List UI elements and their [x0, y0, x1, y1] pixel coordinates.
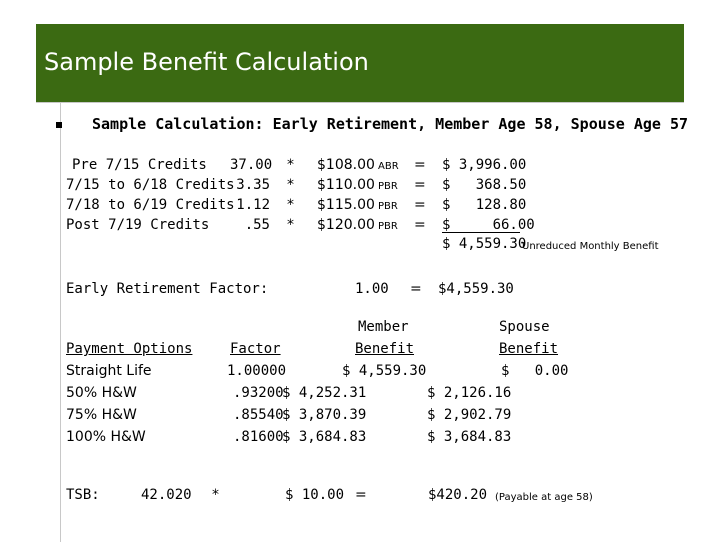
credit-value: .55 — [244, 217, 270, 233]
benefit-rate: $108.00 — [317, 157, 375, 173]
option-factor: .93200 — [233, 385, 284, 401]
tsb-rate: $ 10.00 — [285, 487, 345, 503]
tsb-amount: $420.20 — [428, 487, 488, 503]
benefit-rate: $115.00 — [317, 197, 375, 213]
rate-code: PBR — [378, 221, 398, 232]
option-factor: 1.00000 — [227, 363, 287, 379]
credit-value: 37.00 — [230, 157, 273, 173]
member-benefit: $ 3,684.83 — [282, 429, 367, 445]
option-name: 75% H&W — [66, 407, 137, 423]
option-factor: .85540 — [233, 407, 284, 423]
column-header-option: Payment Options — [66, 341, 193, 357]
credit-amount: $ 66.00 — [442, 217, 535, 233]
member-header: Member — [358, 319, 409, 335]
equals-sign: = — [414, 157, 426, 173]
spouse-header: Spouse — [499, 319, 550, 335]
credit-label: Pre 7/15 Credits — [72, 157, 207, 173]
benefit-rate: $120.00 — [317, 217, 375, 233]
spouse-benefit: $ 2,902.79 — [427, 407, 512, 423]
column-header-spouse-benefit: Benefit — [499, 341, 559, 357]
rate-code: ABR — [378, 161, 399, 172]
multiply-sign: * — [212, 487, 219, 503]
credit-amount: $ 368.50 — [442, 177, 527, 193]
tsb-value: 42.020 — [141, 487, 192, 503]
title-bar — [36, 24, 684, 102]
spouse-benefit: $ 0.00 — [501, 363, 569, 379]
early-retirement-amount: $4,559.30 — [438, 281, 514, 297]
credit-label: Post 7/19 Credits — [66, 217, 210, 233]
equals-sign: = — [414, 197, 426, 213]
credit-value: 1.12 — [236, 197, 270, 213]
credit-value: 3.35 — [236, 177, 270, 193]
option-name: 50% H&W — [66, 385, 137, 401]
page-title: Sample Benefit Calculation — [44, 48, 369, 76]
total-amount: $ 4,559.30 — [442, 236, 527, 252]
member-benefit: $ 3,870.39 — [282, 407, 367, 423]
multiply-sign: * — [287, 197, 294, 213]
multiply-sign: * — [287, 217, 294, 233]
early-retirement-factor: 1.00 — [355, 281, 389, 297]
spouse-benefit: $ 3,684.83 — [427, 429, 512, 445]
credit-label: 7/15 to 6/18 Credits — [66, 177, 235, 193]
tsb-note: (Payable at age 58) — [495, 492, 593, 503]
spouse-benefit: $ 2,126.16 — [427, 385, 512, 401]
multiply-sign: * — [287, 157, 294, 173]
option-name: 100% H&W — [66, 429, 146, 445]
multiply-sign: * — [287, 177, 294, 193]
equals-sign: = — [414, 177, 426, 193]
member-benefit: $ 4,559.30 — [342, 363, 427, 379]
credit-label: 7/18 to 6/19 Credits — [66, 197, 235, 213]
left-margin-rule — [60, 102, 61, 542]
rate-code: PBR — [378, 181, 398, 192]
tsb-label: TSB: — [66, 487, 100, 503]
credit-amount: $ 3,996.00 — [442, 157, 527, 173]
credit-amount: $ 128.80 — [442, 197, 527, 213]
option-factor: .81600 — [233, 429, 284, 445]
column-header-member-benefit: Benefit — [355, 341, 415, 357]
rate-code: PBR — [378, 201, 398, 212]
option-name: Straight Life — [66, 363, 152, 379]
early-retirement-label: Early Retirement Factor: — [66, 281, 269, 297]
member-benefit: $ 4,252.31 — [282, 385, 367, 401]
benefit-rate: $110.00 — [317, 177, 375, 193]
sum-underline — [442, 232, 520, 233]
equals-sign: = — [414, 217, 426, 233]
equals-sign: = — [355, 487, 367, 503]
subtitle: Sample Calculation: Early Retirement, Member Age 58, Spouse Age 57 — [92, 115, 689, 133]
equals-sign: = — [410, 281, 422, 297]
total-note: Unreduced Monthly Benefit — [522, 241, 659, 252]
column-header-factor: Factor — [230, 341, 281, 357]
header-divider — [36, 102, 684, 103]
bullet-icon — [56, 122, 62, 128]
